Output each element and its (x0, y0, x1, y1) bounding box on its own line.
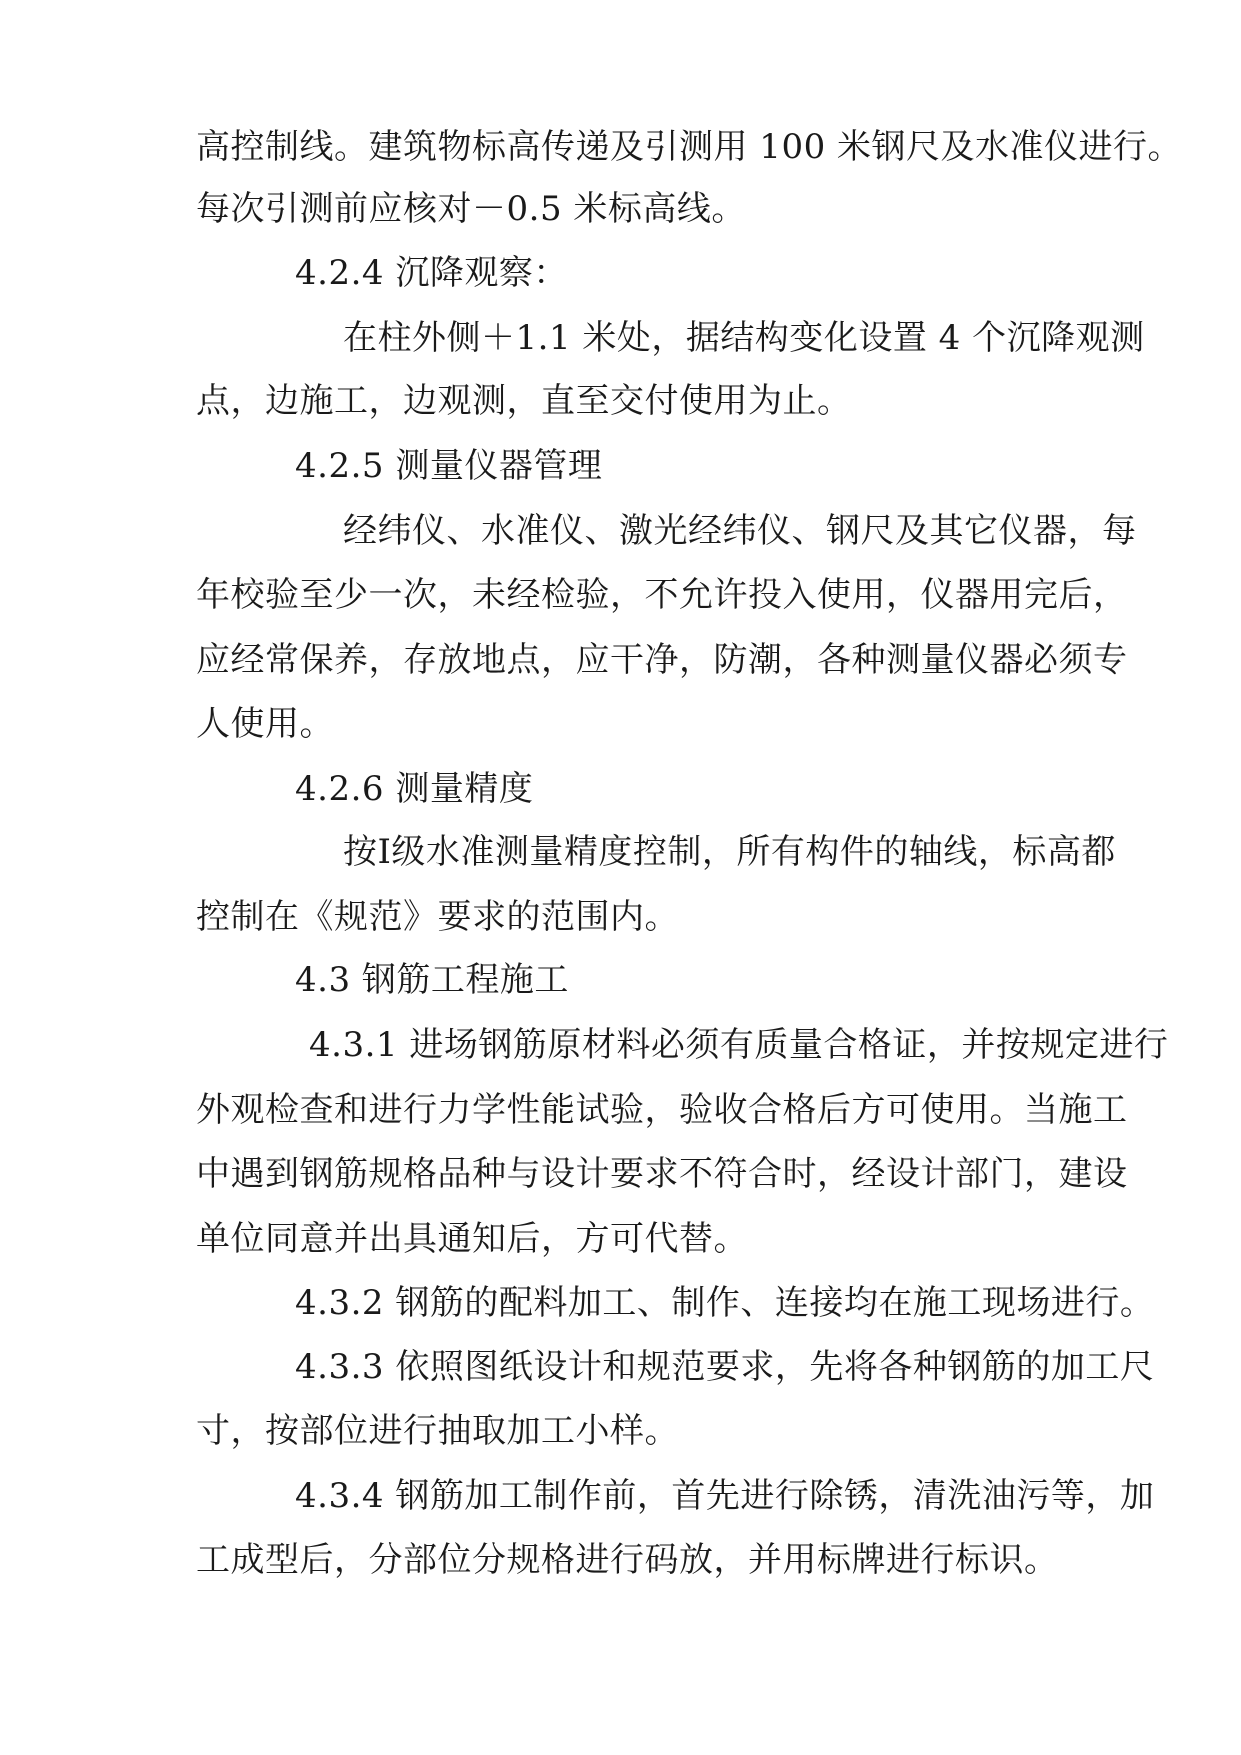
text-line: 单位同意并出具通知后，方可代替。 (196, 1219, 748, 1259)
text-line: 点，边施工，边观测，直至交付使用为止。 (196, 381, 852, 421)
text-line: 应经常保养，存放地点，应干净，防潮，各种测量仪器必须专 (196, 640, 1128, 680)
text-line: 高控制线。建筑物标高传递及引测用 100 米钢尺及水准仪进行。 (196, 127, 1183, 167)
text-line: 寸，按部位进行抽取加工小样。 (196, 1411, 679, 1451)
text-line: 中遇到钢筋规格品种与设计要求不符合时，经设计部门，建设 (196, 1154, 1128, 1194)
section-heading: 4.2.6 测量精度 (295, 769, 534, 809)
text-line: 工成型后，分部位分规格进行码放，并用标牌进行标识。 (196, 1540, 1059, 1580)
section-heading: 4.3 钢筋工程施工 (295, 960, 569, 1000)
section-heading: 4.2.4 沉降观察： (295, 253, 568, 293)
text-line: 4.3.1 进场钢筋原材料必须有质量合格证，并按规定进行 (309, 1025, 1169, 1065)
text-line: 控制在《规范》要求的范围内。 (196, 897, 679, 937)
text-line: 4.3.4 钢筋加工制作前，首先进行除锈，清洗油污等，加 (295, 1476, 1155, 1516)
section-heading: 4.2.5 测量仪器管理 (295, 446, 603, 486)
text-line: 在柱外侧＋1.1 米处，据结构变化设置 4 个沉降观测 (343, 318, 1145, 358)
text-line: 年校验至少一次，未经检验，不允许投入使用，仪器用完后， (196, 575, 1128, 615)
text-line: 4.3.3 依照图纸设计和规范要求，先将各种钢筋的加工尺 (295, 1347, 1155, 1387)
text-line: 外观检查和进行力学性能试验，验收合格后方可使用。当施工 (196, 1090, 1128, 1130)
text-line: 经纬仪、水准仪、激光经纬仪、钢尺及其它仪器，每 (343, 511, 1137, 551)
text-line: 人使用。 (196, 704, 334, 744)
text-line: 按Ⅰ级水准测量精度控制，所有构件的轴线，标高都 (343, 832, 1116, 872)
text-line: 4.3.2 钢筋的配料加工、制作、连接均在施工现场进行。 (295, 1283, 1155, 1323)
text-line: 每次引测前应核对－0.5 米标高线。 (196, 189, 746, 229)
